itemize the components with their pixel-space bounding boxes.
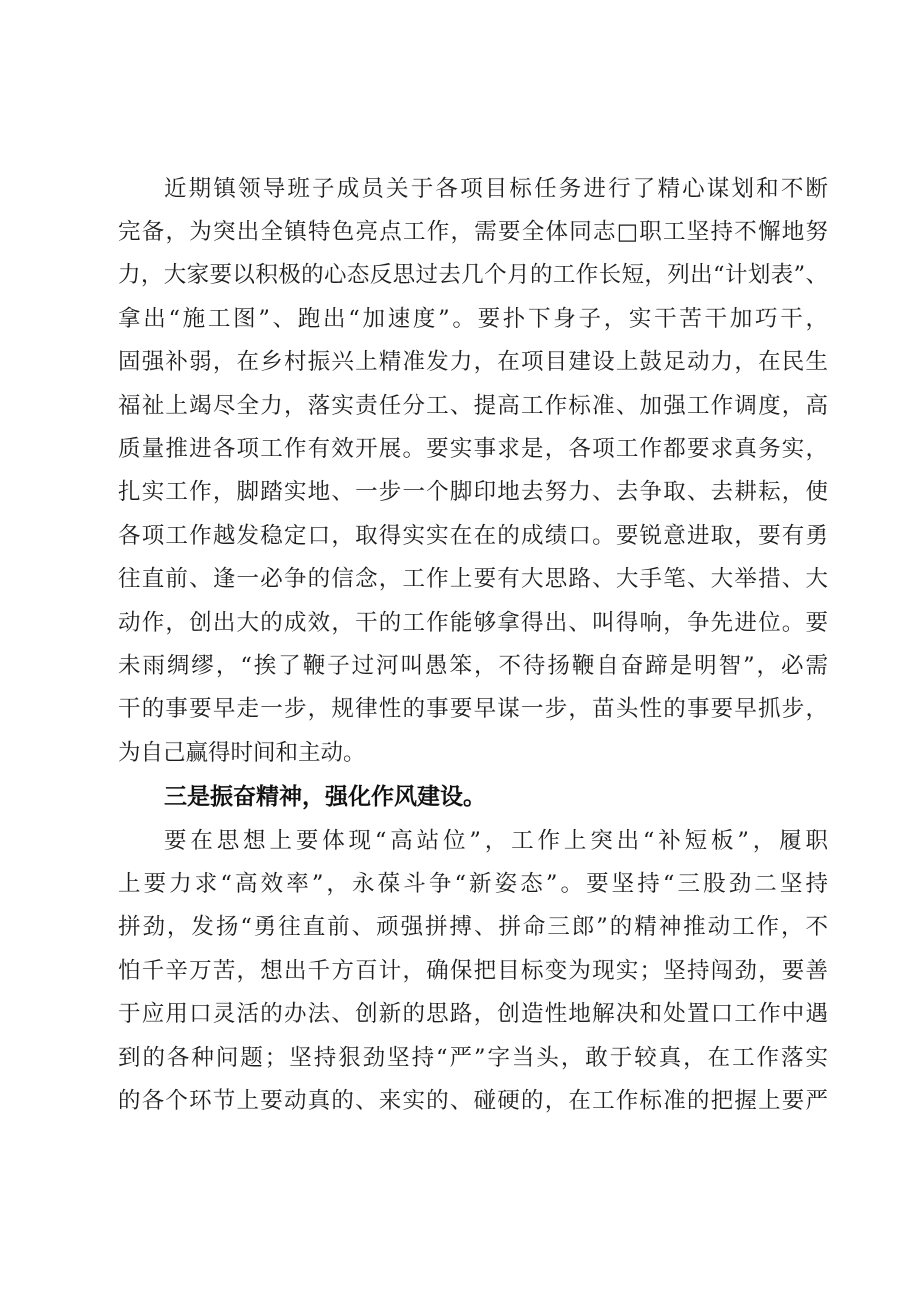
paragraph-line: 扎实工作，脚踏实地、一步一个脚印地去努力、去争取、去耕耘，使 xyxy=(118,479,828,505)
paragraph-line: 固强补弱，在乡村振兴上精准发力，在项目建设上鼓足动力，在民生 xyxy=(118,349,828,375)
paragraph-line: 于应用口灵活的办法、创新的思路，创造性地解决和处置口工作中遇 xyxy=(118,1001,828,1027)
paragraph-line: 福祉上竭尽全力，落实责任分工、提高工作标准、加强工作调度，高 xyxy=(118,393,828,419)
paragraph-line: 怕千辛万苦，想出千方百计，确保把目标变为现实；坚持闯劲，要善 xyxy=(118,958,828,984)
paragraph-line: 各项工作越发稳定口，取得实实在在的成绩口。要锐意进取，要有勇 xyxy=(118,523,828,549)
paragraph-line: 拼劲，发扬“勇往直前、顽强拼搏、拼命三郎”的精神推动工作，不 xyxy=(118,914,828,940)
paragraph-line: 近期镇领导班子成员关于各项目标任务进行了精心谋划和不断 xyxy=(164,176,828,202)
paragraph-line: 的各个环节上要动真的、来实的、碰硬的，在工作标准的把握上要严 xyxy=(118,1088,828,1114)
paragraph-line: 到的各种问题；坚持狠劲坚持“严”字当头，敢于较真，在工作落实 xyxy=(118,1045,828,1071)
paragraph-line: 干的事要早走一步，规律性的事要早谋一步，苗头性的事要早抓步， xyxy=(118,696,828,722)
paragraph-line: 完备，为突出全镇特色亮点工作，需要全体同志□职工坚持不懈地努 xyxy=(118,219,828,245)
paragraph-line: 要在思想上要体现“高站位”，工作上突出“补短板”，履职 xyxy=(164,828,828,854)
paragraph-line: 往直前、逢一必争的信念，工作上要有大思路、大手笔、大举措、大 xyxy=(118,566,828,592)
paragraph-line: 质量推进各项工作有效开展。要实事求是，各项工作都要求真务实， xyxy=(118,436,828,462)
paragraph-line: 未雨绸缪，“挨了鞭子过河叫愚笨，不待扬鞭自奋蹄是明智”，必需 xyxy=(118,653,828,679)
paragraph-line: 动作，创出大的成效，干的工作能够拿得出、叫得响，争先进位。要 xyxy=(118,610,828,636)
paragraph-line: 为自己赢得时间和主动。 xyxy=(118,740,366,766)
paragraph-line: 拿出“施工图”、跑出“加速度”。要扑下身子，实干苦干加巧干， xyxy=(118,306,828,332)
section-heading: 三是振奋精神，强化作风建设。 xyxy=(164,784,486,810)
paragraph-line: 力，大家要以积极的心态反思过去几个月的工作长短，列出“计划表”、 xyxy=(118,262,828,288)
paragraph-line: 上要力求“高效率”，永葆斗争“新姿态”。要坚持“三股劲二坚持 xyxy=(118,871,828,897)
